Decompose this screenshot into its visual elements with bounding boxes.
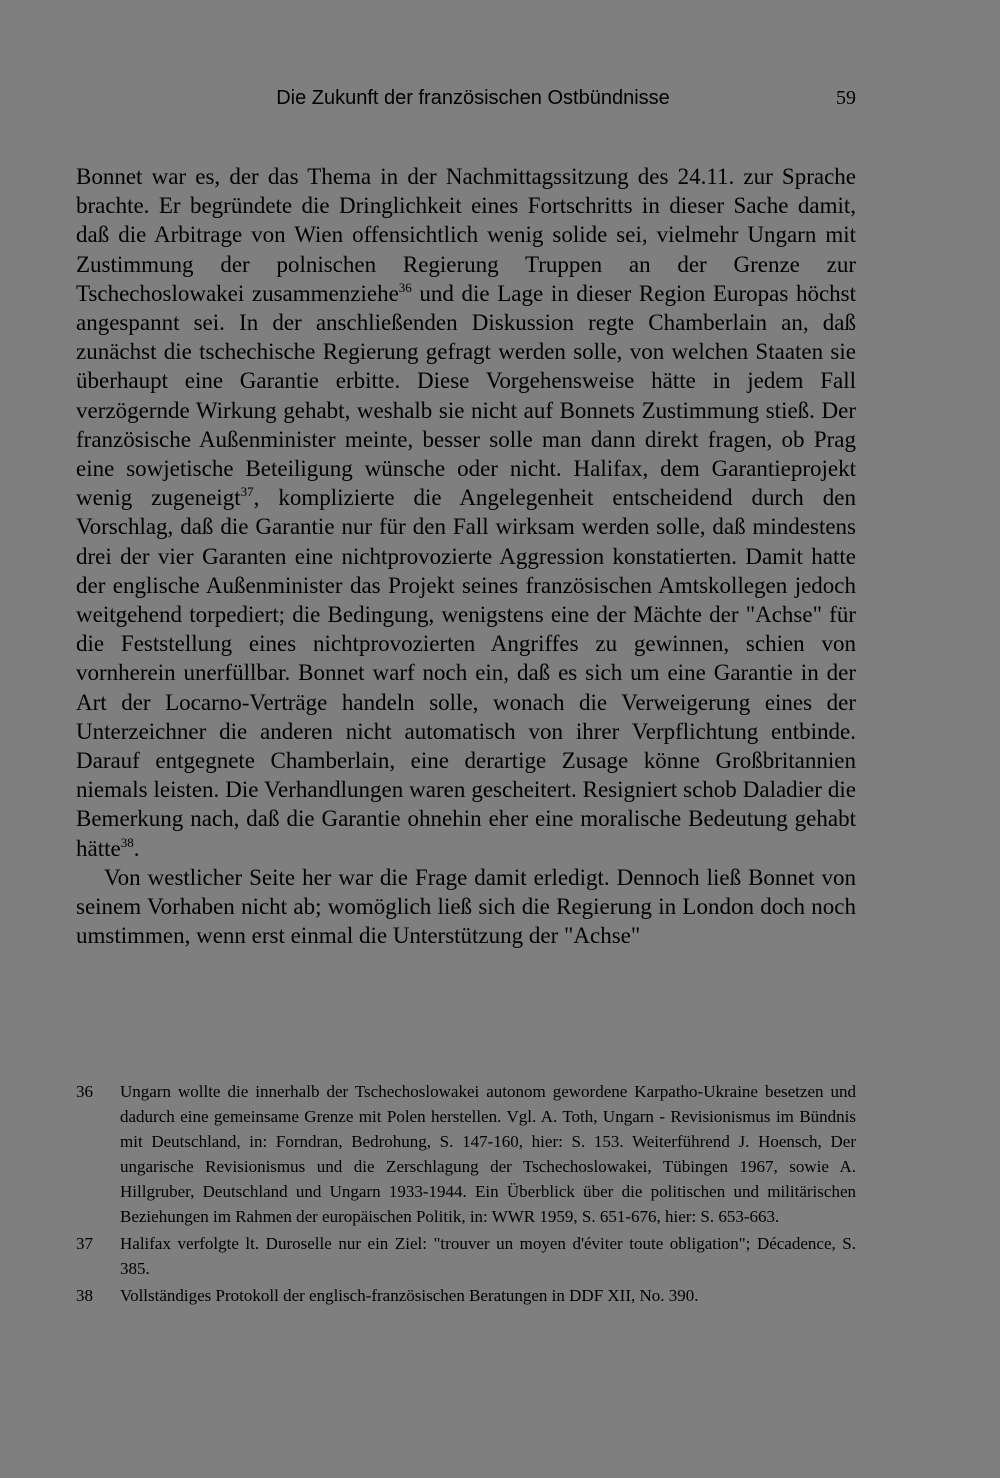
footnote-number: 38 <box>76 1286 93 1305</box>
paragraph-1 <box>76 162 856 863</box>
footnote-ref-38[interactable]: 38 <box>120 834 134 850</box>
footnote-37 <box>76 1231 856 1281</box>
footnotes <box>76 1079 856 1310</box>
page-header <box>76 84 856 114</box>
footnote-ref-36[interactable]: 36 <box>398 279 412 295</box>
footnote-36 <box>76 1079 856 1229</box>
footnote-number: 36 <box>76 1082 93 1101</box>
footnote-text: Vollständiges Protokoll der englisch-französischen Beratungen in DDF XII, No. 390. <box>120 1286 699 1305</box>
paragraph-2: Von westlicher Seite her war die Frage damit erledigt. Dennoch ließ Bonnet von seinem Vorhaben nicht ab; womöglich ließ sich die Regierung in London doch noch umstimmen, wenn erst einmal die Unterstützung der "Achse" <box>76 864 856 949</box>
footnote-number: 37 <box>76 1234 93 1253</box>
paragraph-1-part-c: , komplizierte die Angelegenheit entscheidend durch den Vorschlag, daß die Garantie nur für den Fall wirksam werden solle, daß mindestens drei der vier Garanten eine nichtprovozierte Aggression konstatierten. Damit hatte der englische Außenminister das Projekt seines französischen Amtskollegen jedoch weitgehend torpediert; die Bedingung, wenigstens eine der Mächte der "Achse" für die Feststellung eines nichtprovozierten Angriffes zu gewinnen, schien von vornherein unerfüllbar. Bonnet warf noch ein, daß es sich um eine Garantie in der Art der Locarno-Verträge handeln solle, wonach die Verweigerung eines der Unterzeichner die anderen nicht automatisch von ihrer Verpflichtung entbinde. Darauf entgegnete Chamberlain, eine derartige Zusage könne Großbritannien niemals leisten. Die Verhandlungen waren gescheitert. Resigniert schob Daladier die Bemerkung nach, daß die Garantie ohnehin eher eine moralische Bedeutung gehabt hätte <box>76 485 856 861</box>
paragraph-1-part-d: . <box>133 835 140 861</box>
footnote-38 <box>76 1283 856 1308</box>
main-text <box>76 162 856 950</box>
footnote-text: Halifax verfolgte lt. Duroselle nur ein Ziel: "trouver un moyen d'éviter toute obligation"; Décadence, S. 385. <box>120 1234 856 1278</box>
page-number: 59 <box>836 87 856 109</box>
running-title: Die Zukunft der französischen Ostbündnisse <box>276 87 670 109</box>
paragraph-1-part-a: Bonnet war es, der das Thema in der Nachmittagssitzung des 24.11. zur Sprache brachte. Er begründete die Dringlichkeit eines Fortschritts in dieser Sache damit, daß die Arbitrage von Wien offensichtlich wenig solide sei, vielmehr Ungarn mit Zustimmung der polnischen Regierung Truppen an der Grenze zur Tschechoslowakei zusammenziehe <box>76 164 856 306</box>
paragraph-1-part-b: und die Lage in dieser Region Europas höchst angespannt sei. In der anschließenden Diskussion regte Chamberlain an, daß zunächst die tschechische Regierung gefragt werden solle, von welchen Staaten sie überhaupt eine Garantie erbitte. Diese Vorgehensweise hätte in jedem Fall verzögernde Wirkung gehabt, weshalb sie nicht auf Bonnets Zustimmung stieß. Der französische Außenminister meinte, besser solle man dann direkt fragen, ob Prag eine sowjetische Beteiligung wünsche oder nicht. Halifax, dem Garantieprojekt wenig zugeneigt <box>76 280 856 511</box>
footnote-ref-37[interactable]: 37 <box>240 484 254 500</box>
footnote-text: Ungarn wollte die innerhalb der Tschechoslowakei autonom gewordene Karpatho-Ukraine besetzen und dadurch eine gemeinsame Grenze mit Polen herstellen. Vgl. A. Toth, Ungarn - Revisionismus im Bündnis mit Deutschland, in: Forndran, Bedrohung, S. 147-160, hier: S. 153. Weiterführend J. Hoensch, Der ungarische Revisionismus und die Zerschlagung der Tschechoslowakei, Tübingen 1967, sowie A. Hillgruber, Deutschland und Ungarn 1933-1944. Ein Überblick über die politischen und militärischen Beziehungen im Rahmen der europäischen Politik, in: WWR 1959, S. 651-676, hier: S. 653-663. <box>120 1082 856 1226</box>
